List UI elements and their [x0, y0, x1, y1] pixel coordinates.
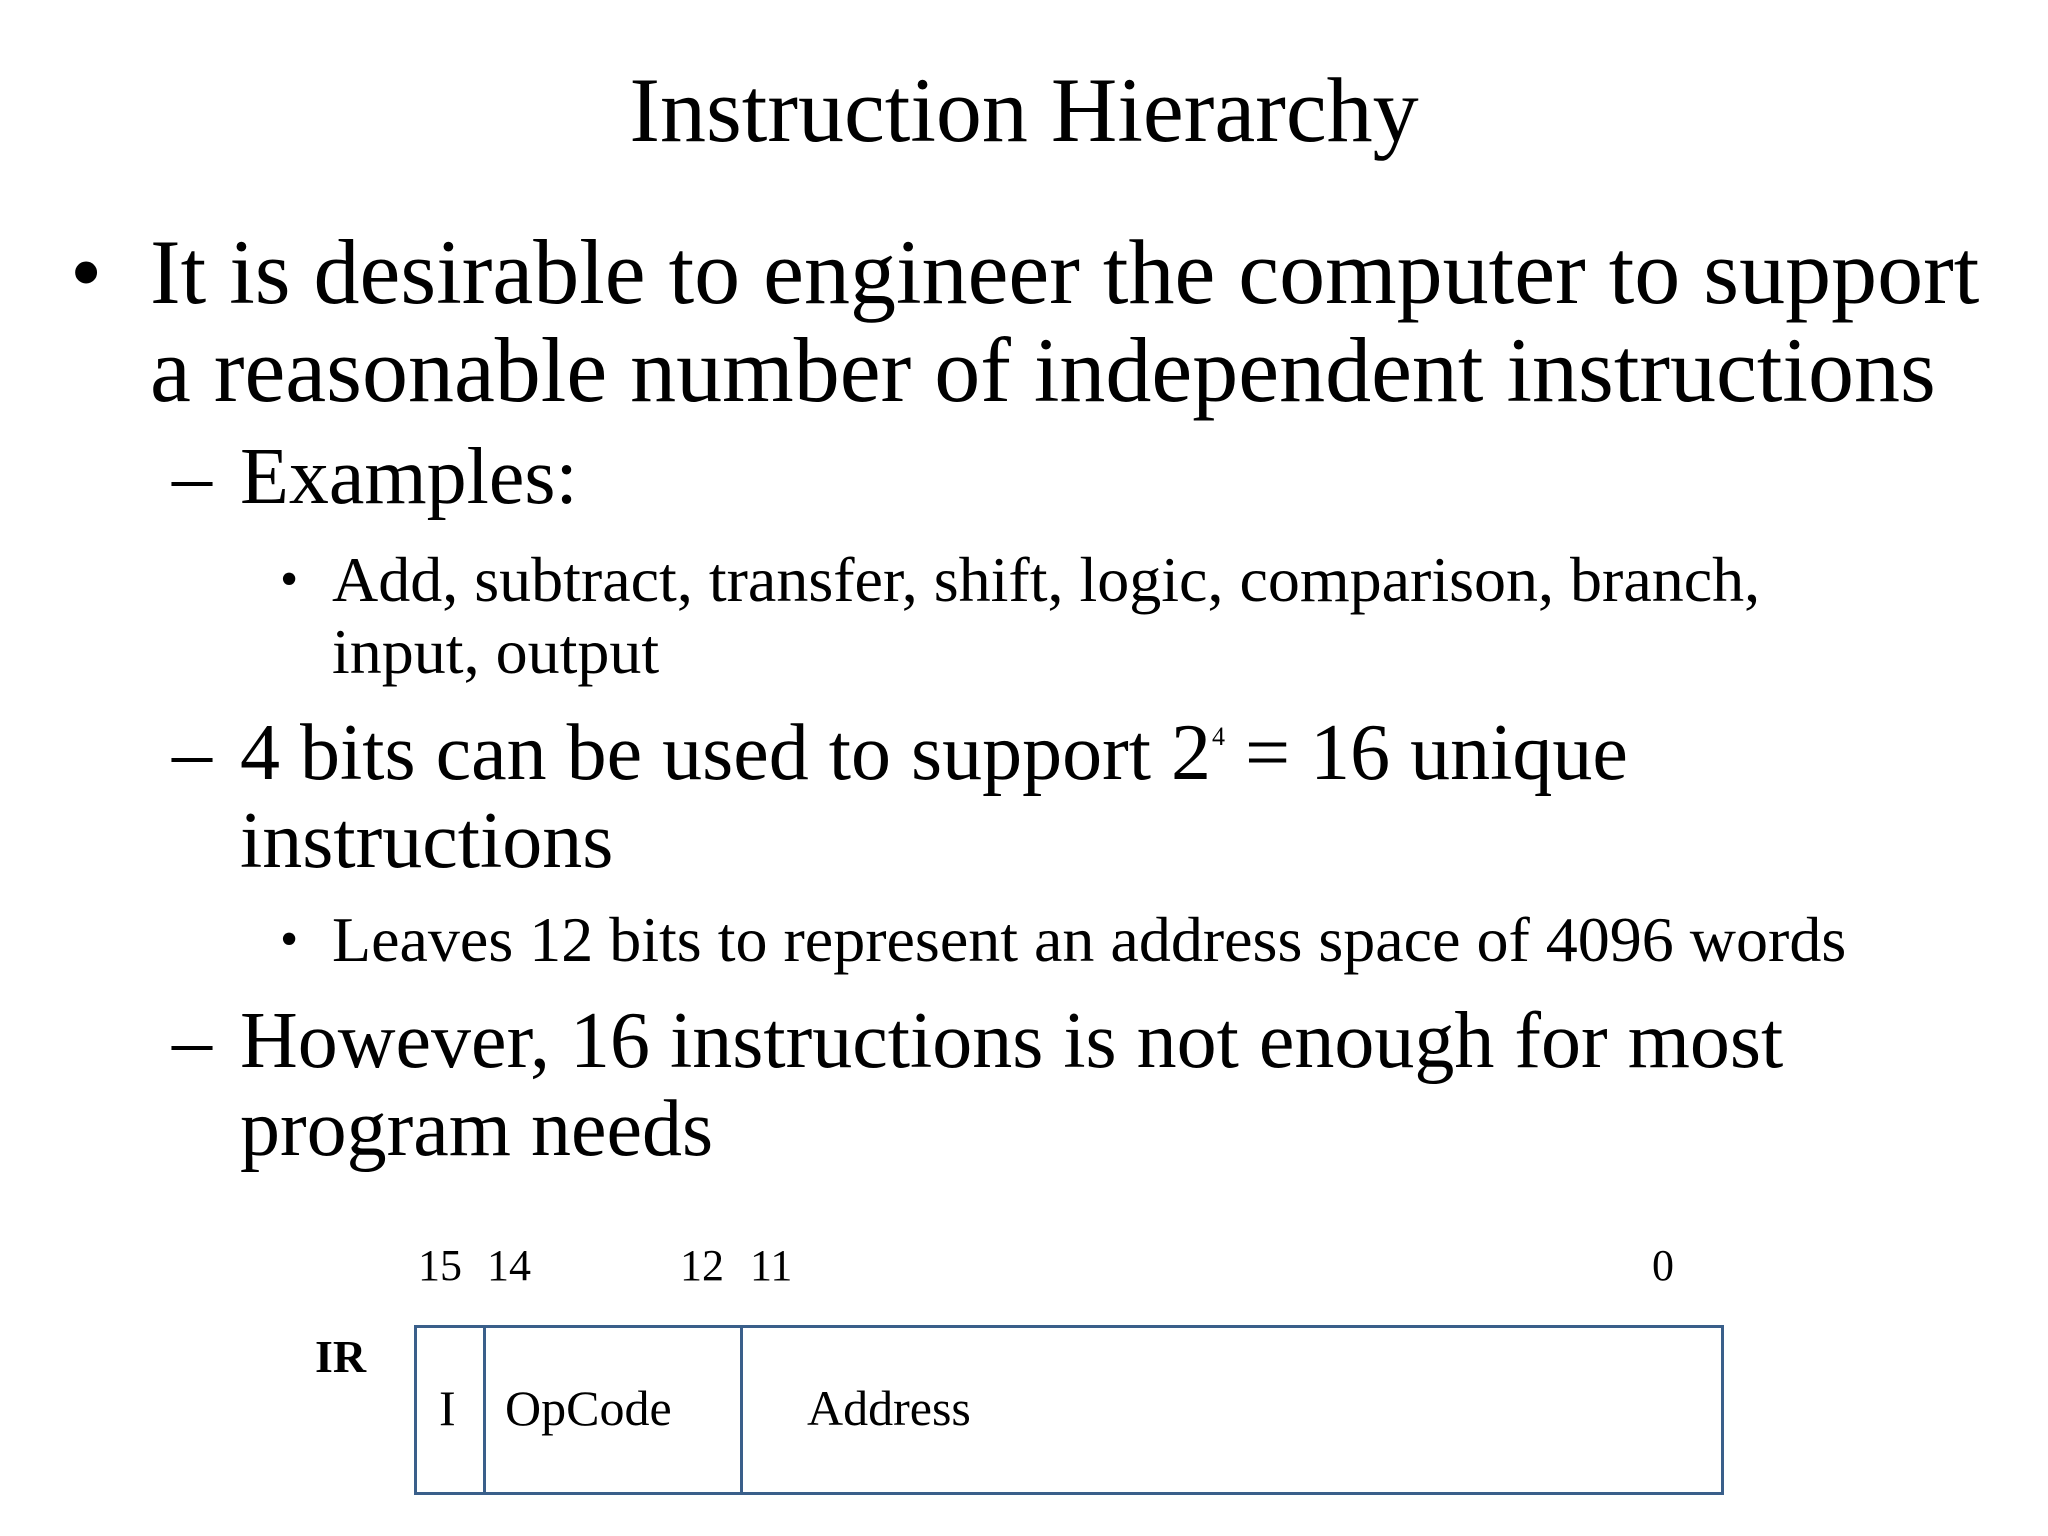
dash-marker: – [172, 709, 212, 797]
bit-number-15: 15 [418, 1241, 462, 1290]
dash-marker: – [172, 433, 212, 521]
bullet-marker: • [280, 911, 299, 968]
register-label: IR [315, 1331, 367, 1382]
bullet-marker: • [70, 221, 103, 323]
dash-marker: – [172, 997, 212, 1085]
examples-list-line1: Add, subtract, transfer, shift, logic, comparison, branch, [332, 544, 1761, 615]
bits-line1-before: 4 bits can be used to support 2 [240, 709, 1211, 797]
field-opcode: OpCode [505, 1380, 672, 1436]
bullet-marker: • [280, 551, 299, 608]
field-indirect: I [439, 1380, 456, 1436]
bits-sub: Leaves 12 bits to represent an address space of 4096 words [332, 904, 1847, 975]
point1-line2: a reasonable number of independent instructions [150, 319, 1936, 421]
bit-number-12: 12 [680, 1241, 724, 1290]
bit-number-11: 11 [750, 1241, 793, 1290]
register-divider [483, 1328, 486, 1492]
register-divider [740, 1328, 743, 1492]
instruction-register [414, 1325, 1724, 1495]
however-line1: However, 16 instructions is not enough for most [240, 997, 1784, 1085]
examples-list-line2: input, output [332, 616, 660, 687]
bits-line1-after: = 16 unique [1224, 709, 1628, 797]
however-line2: program needs [240, 1085, 714, 1173]
slide-title: Instruction Hierarchy [629, 59, 1419, 161]
bits-exponent: 4 [1211, 722, 1225, 751]
bit-number-14: 14 [487, 1241, 531, 1290]
field-address: Address [807, 1380, 971, 1436]
bits-line2: instructions [240, 797, 614, 885]
bit-number-0: 0 [1652, 1241, 1674, 1290]
examples-label: Examples: [240, 433, 578, 521]
point1-line1: It is desirable to engineer the computer to support [150, 221, 1980, 323]
